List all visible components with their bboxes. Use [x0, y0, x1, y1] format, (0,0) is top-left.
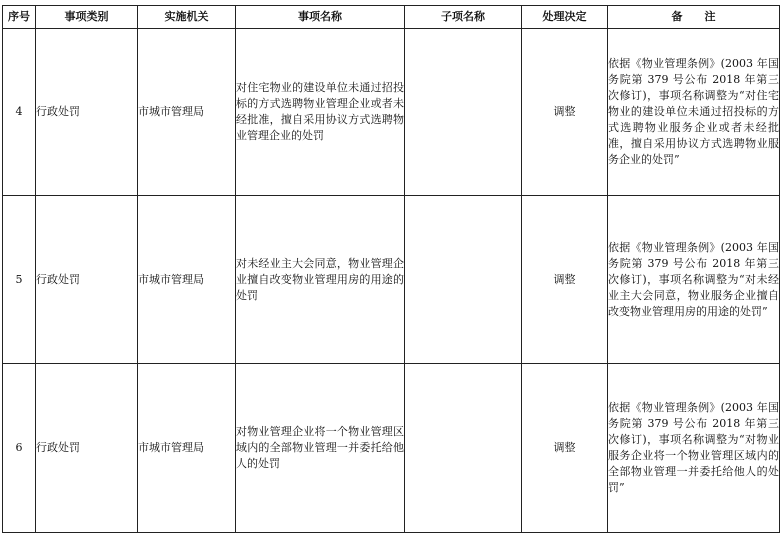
header-index: 序号 — [3, 6, 36, 29]
row-remarks: 依据《物业管理条例》(2003 年国务院第 379 号公布 2018 年第三次修订)，事项名称调整为“对物业服务企业将一个物业管理区域内的全部物业管理一并委托给他人的处罚” — [608, 364, 780, 533]
row-item-name: 对未经业主大会同意，物业管理企业擅自改变物业管理用房的用途的处罚 — [236, 196, 405, 364]
row-sub-item — [405, 196, 522, 364]
header-sub-item: 子项名称 — [405, 6, 522, 29]
row-decision: 调整 — [522, 29, 608, 196]
header-remarks: 备 注 — [608, 6, 780, 29]
row-item-type: 行政处罚 — [36, 29, 138, 196]
header-item-type: 事项类别 — [36, 6, 138, 29]
row-sub-item — [405, 29, 522, 196]
row-item-type: 行政处罚 — [36, 196, 138, 364]
row-remarks: 依据《物业管理条例》(2003 年国务院第 379 号公布 2018 年第三次修订)，事项名称调整为“对未经业主大会同意，物业服务企业擅自改变物业管理用房的用途的处罚” — [608, 196, 780, 364]
row-decision: 调整 — [522, 364, 608, 533]
row-sub-item — [405, 364, 522, 533]
row-agency: 市城市管理局 — [138, 364, 236, 533]
table-row — [3, 364, 780, 533]
header-agency: 实施机关 — [138, 6, 236, 29]
row-item-name: 对物业管理企业将一个物业管理区域内的全部物业管理一并委托给他人的处罚 — [236, 364, 405, 533]
table-row — [3, 29, 780, 196]
row-remarks: 依据《物业管理条例》(2003 年国务院第 379 号公布 2018 年第三次修订)，事项名称调整为“对住宅物业的建设单位未通过招投标的方式选聘物业服务企业或者未经批准，擅自采用协议方式选聘物业服务企业的处罚” — [608, 29, 780, 196]
row-index: 6 — [3, 364, 36, 533]
row-index: 4 — [3, 29, 36, 196]
row-decision: 调整 — [522, 196, 608, 364]
header-decision: 处理决定 — [522, 6, 608, 29]
row-item-type: 行政处罚 — [36, 364, 138, 533]
adjustment-table — [2, 5, 780, 533]
table-row — [3, 196, 780, 364]
row-agency: 市城市管理局 — [138, 29, 236, 196]
row-item-name: 对住宅物业的建设单位未通过招投标的方式选聘物业管理企业或者未经批准，擅自采用协议方式选聘物业管理企业的处罚 — [236, 29, 405, 196]
row-agency: 市城市管理局 — [138, 196, 236, 364]
row-index: 5 — [3, 196, 36, 364]
header-item-name: 事项名称 — [236, 6, 405, 29]
header-row — [3, 6, 780, 29]
